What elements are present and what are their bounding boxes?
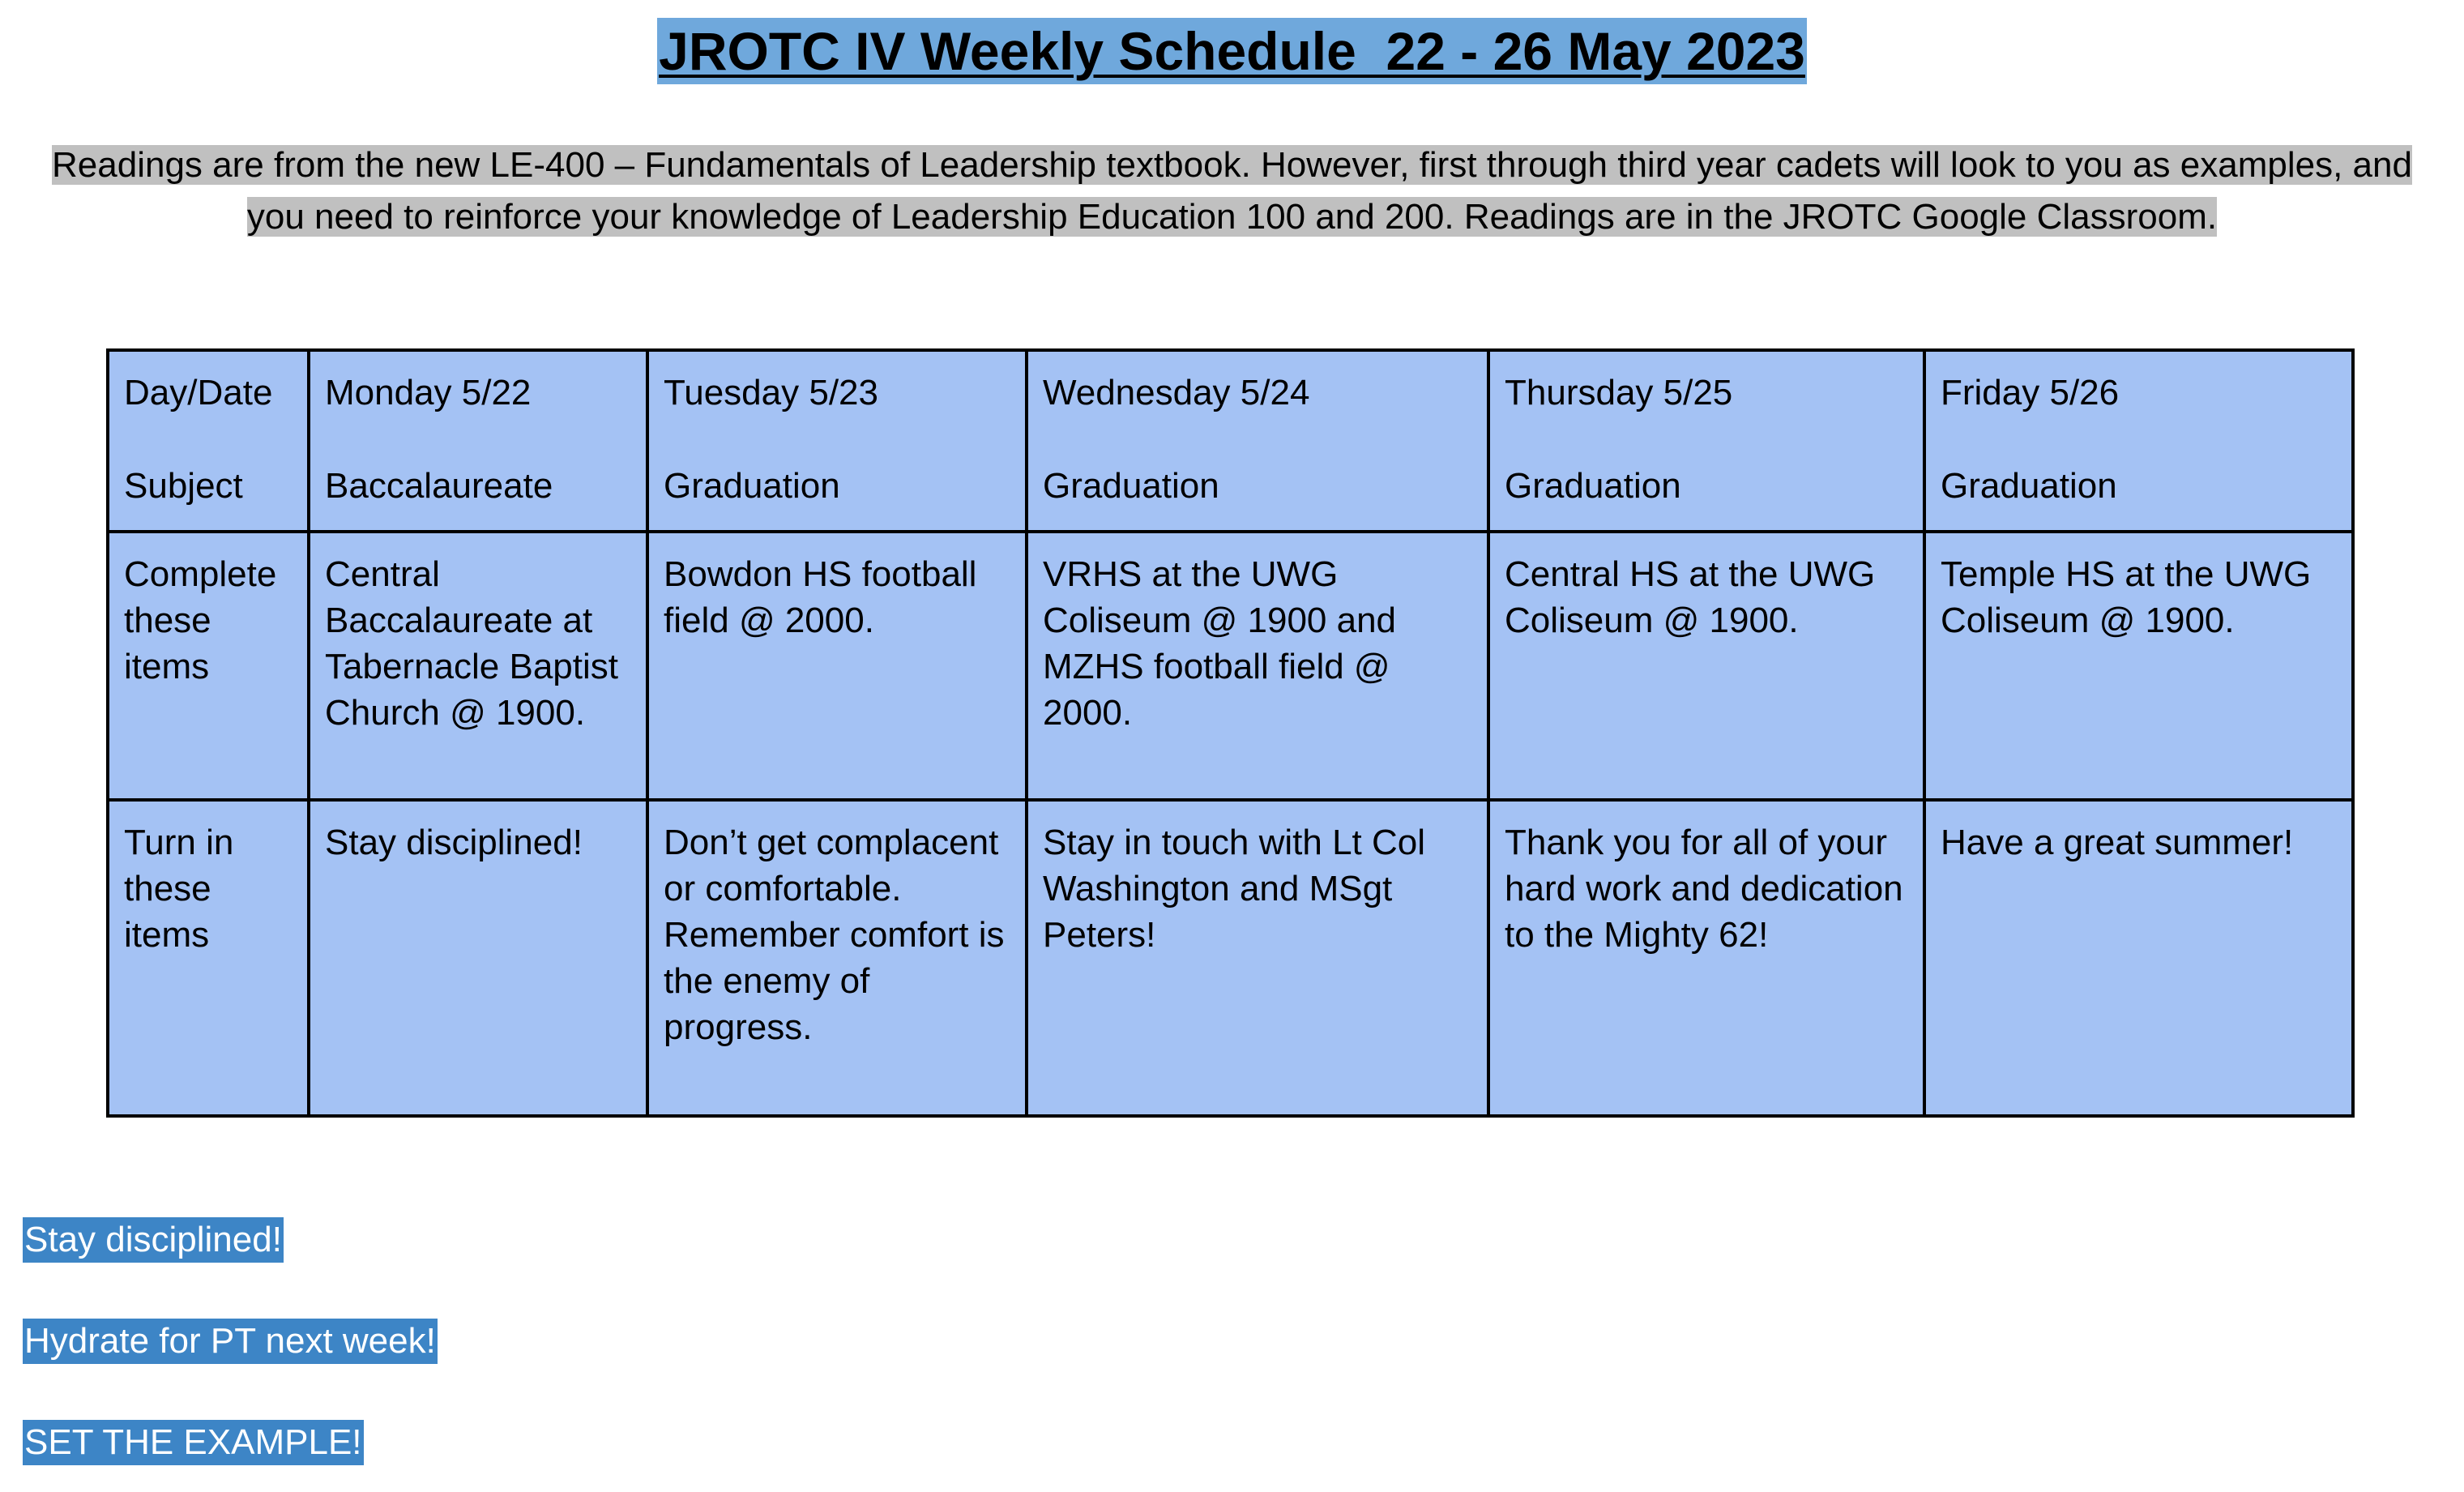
day-date: Friday 5/26	[1941, 373, 2120, 413]
footer-note-discipline: Stay disciplined!	[23, 1217, 284, 1263]
turn-in-cell-thursday: Thank you for all of your hard work and dedication to the Mighty 62!	[1488, 800, 1924, 1116]
complete-items-row	[108, 532, 2353, 800]
complete-cell-monday: Central Baccalaureate at Tabernacle Baptist Church @ 1900.	[309, 532, 647, 800]
complete-cell-tuesday: Bowdon HS football field @ 2000.	[647, 532, 1027, 800]
day-date: Thursday 5/25	[1505, 373, 1733, 413]
complete-cell-friday: Temple HS at the UWG Coliseum @ 1900.	[1924, 532, 2353, 800]
header-cell-tuesday	[647, 350, 1027, 532]
title-container	[0, 18, 2464, 84]
turn-in-cell-friday: Have a great summer!	[1924, 800, 2353, 1116]
intro-paragraph	[32, 139, 2432, 243]
complete-cell-thursday: Central HS at the UWG Coliseum @ 1900.	[1488, 532, 1924, 800]
header-cell-wednesday	[1027, 350, 1488, 532]
turn-in-cell-wednesday: Stay in touch with Lt Col Washington and MSgt Peters!	[1027, 800, 1488, 1116]
turn-in-items-label: Turn in these items	[108, 800, 309, 1116]
day-date: Tuesday 5/23	[664, 373, 878, 413]
turn-in-cell-tuesday: Don’t get complacent or comfortable. Remember comfort is the enemy of progress.	[647, 800, 1027, 1116]
day-subject: Graduation	[1505, 466, 1681, 506]
day-subject: Graduation	[664, 466, 840, 506]
page-title: JROTC IV Weekly Schedule 22 - 26 May 2023	[657, 18, 1807, 84]
turn-in-cell-monday: Stay disciplined!	[309, 800, 647, 1116]
day-subject: Baccalaureate	[325, 466, 553, 506]
complete-items-label: Complete these items	[108, 532, 309, 800]
day-date: Wednesday 5/24	[1043, 373, 1310, 413]
schedule-table	[106, 348, 2355, 1118]
day-date-label: Day/Date	[124, 373, 273, 413]
footer-note-hydrate: Hydrate for PT next week!	[23, 1319, 438, 1364]
day-date: Monday 5/22	[325, 373, 532, 413]
header-cell-monday	[309, 350, 647, 532]
header-cell-thursday	[1488, 350, 1924, 532]
subject-label: Subject	[124, 466, 243, 506]
header-cell-friday	[1924, 350, 2353, 532]
header-label-cell	[108, 350, 309, 532]
day-subject: Graduation	[1941, 466, 2117, 506]
footer-note-example: SET THE EXAMPLE!	[23, 1420, 364, 1465]
complete-cell-wednesday: VRHS at the UWG Coliseum @ 1900 and MZHS football field @ 2000.	[1027, 532, 1488, 800]
day-subject: Graduation	[1043, 466, 1219, 506]
turn-in-items-row	[108, 800, 2353, 1116]
table-header-row	[108, 350, 2353, 532]
intro-text: Readings are from the new LE-400 – Fundamentals of Leadership textbook. However, first through third year cadets will look to you as examples, and you need to reinforce your knowledge of Leadership Education 100 and 200. Readings are in the JROTC Google Classroom.	[52, 145, 2412, 237]
